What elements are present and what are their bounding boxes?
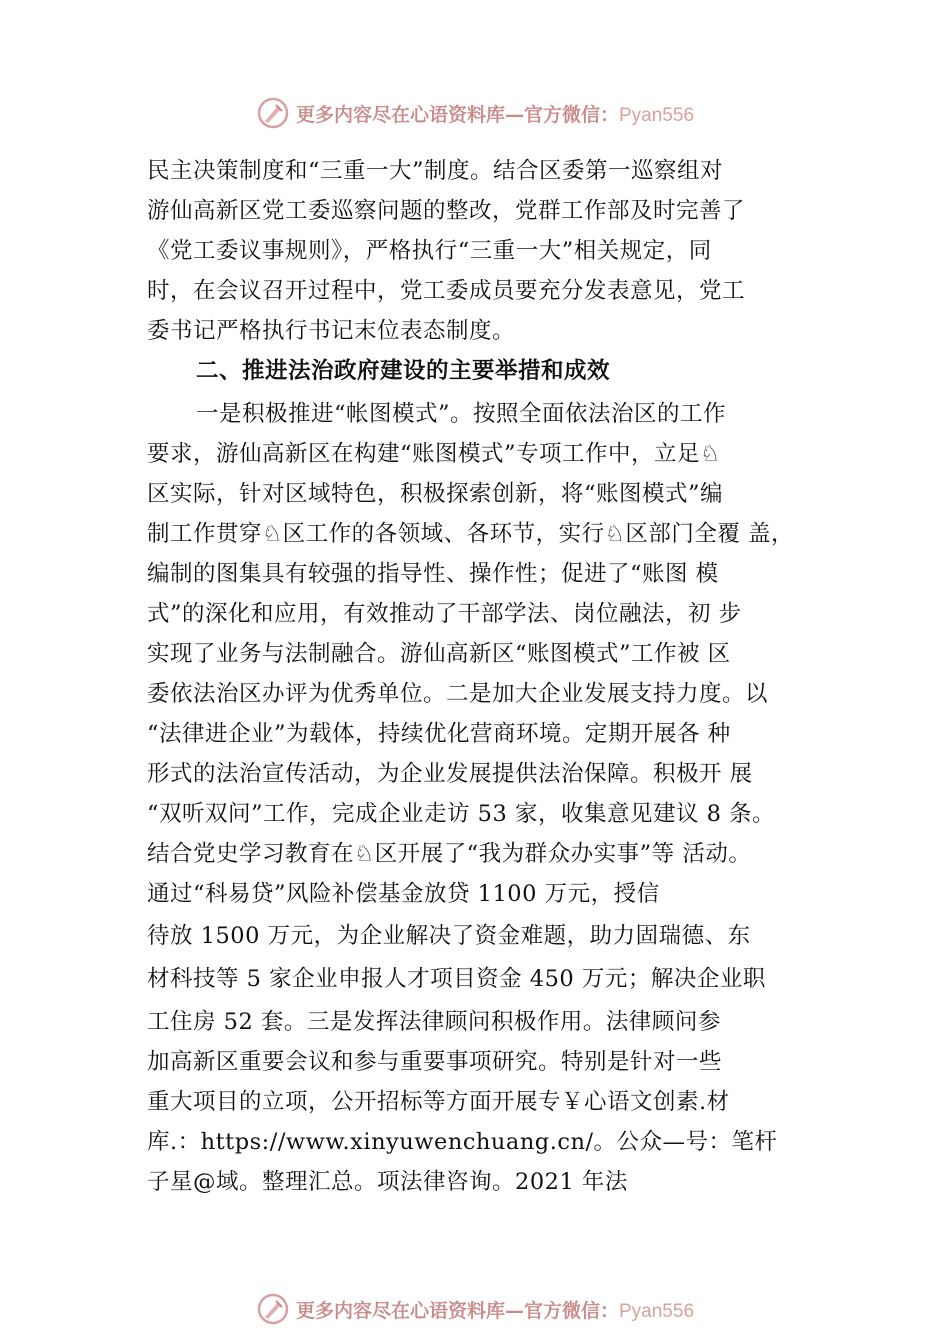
body-line: 子星@域。整理汇总。项法律咨询。2021 年法 bbox=[147, 1169, 628, 1195]
body-line: 待放 1500 万元，为企业解决了资金难题，助力固瑞德、东 bbox=[147, 923, 751, 949]
body-line: 重大项目的立项，公开招标等方面开展专￥心语文创素.材 bbox=[147, 1089, 730, 1115]
body-line: 工住房 52 套。三是发挥法律顾问积极作用。法律顾问参 bbox=[147, 1009, 721, 1035]
watermark-text: 更多内容尽在心语资料库—官方微信：Pyan556 bbox=[295, 103, 695, 126]
body-line: 《党工委议事规则》，严格执行“三重一大”相关规定，同 bbox=[147, 238, 712, 264]
body-line: 时，在会议召开过程中，党工委成员要充分发表意见，党工 bbox=[147, 278, 746, 304]
body-line: 区实际，针对区域特色，积极探索创新，将“账图模式”编 bbox=[147, 481, 724, 507]
body-line: 要求，游仙高新区在构建“账图模式”专项工作中，立足♘ bbox=[147, 441, 721, 467]
section-heading: 二、推进法治政府建设的主要举措和成效 bbox=[196, 358, 611, 384]
body-line: 加高新区重要会议和参与重要事项研究。特别是针对一些 bbox=[147, 1049, 723, 1075]
body-line: 民主决策制度和“三重一大”制度。结合区委第一巡察组对 bbox=[147, 158, 724, 184]
watermark-text: 更多内容尽在心语资料库—官方微信：Pyan556 bbox=[295, 1299, 695, 1322]
pen-nib-logo-icon bbox=[256, 96, 290, 130]
body-line: “法律进企业”为载体，持续优化营商环境。定期开展各 种 bbox=[147, 721, 731, 747]
body-line: 委依法治区办评为优秀单位。二是加大企业发展支持力度。以 bbox=[147, 681, 769, 707]
body-line: 委书记严格执行书记末位表态制度。 bbox=[147, 318, 516, 344]
body-line: 材科技等 5 家企业申报人才项目资金 450 万元；解决企业职 bbox=[147, 966, 766, 992]
body-line: “双听双问”工作，完成企业走访 53 家，收集意见建议 8 条。 bbox=[147, 801, 776, 827]
body-line: 实现了业务与法制融合。游仙高新区“账图模式”工作被 区 bbox=[147, 641, 731, 667]
pen-nib-logo-icon bbox=[256, 1292, 290, 1326]
footer-watermark bbox=[0, 1292, 950, 1326]
body-line: 形式的法治宣传活动，为企业发展提供法治保障。积极开 展 bbox=[147, 761, 753, 787]
body-line: 通过“科易贷”风险补偿基金放贷 1100 万元，授信 bbox=[147, 881, 660, 907]
body-line: 结合党史学习教育在♘区开展了“我为群众办实事”等 活动。 bbox=[147, 841, 752, 867]
body-line: 一是积极推进“帐图模式”。按照全面依法治区的工作 bbox=[196, 401, 727, 427]
body-line: 式”的深化和应用，有效推动了干部学法、岗位融法，初 步 bbox=[147, 601, 742, 627]
body-line: 制工作贯穿♘区工作的各领域、各环节，实行♘区部门全覆 盖， bbox=[147, 521, 794, 547]
body-line: 游仙高新区党工委巡察问题的整改，党群工作部及时完善了 bbox=[147, 198, 746, 224]
body-line: 库.：https://www.xinyuwenchuang.cn/。公众—号：笔杆 bbox=[147, 1129, 778, 1155]
header-watermark bbox=[0, 96, 950, 130]
body-line: 编制的图集具有较强的指导性、操作性；促进了“账图 模 bbox=[147, 561, 719, 587]
